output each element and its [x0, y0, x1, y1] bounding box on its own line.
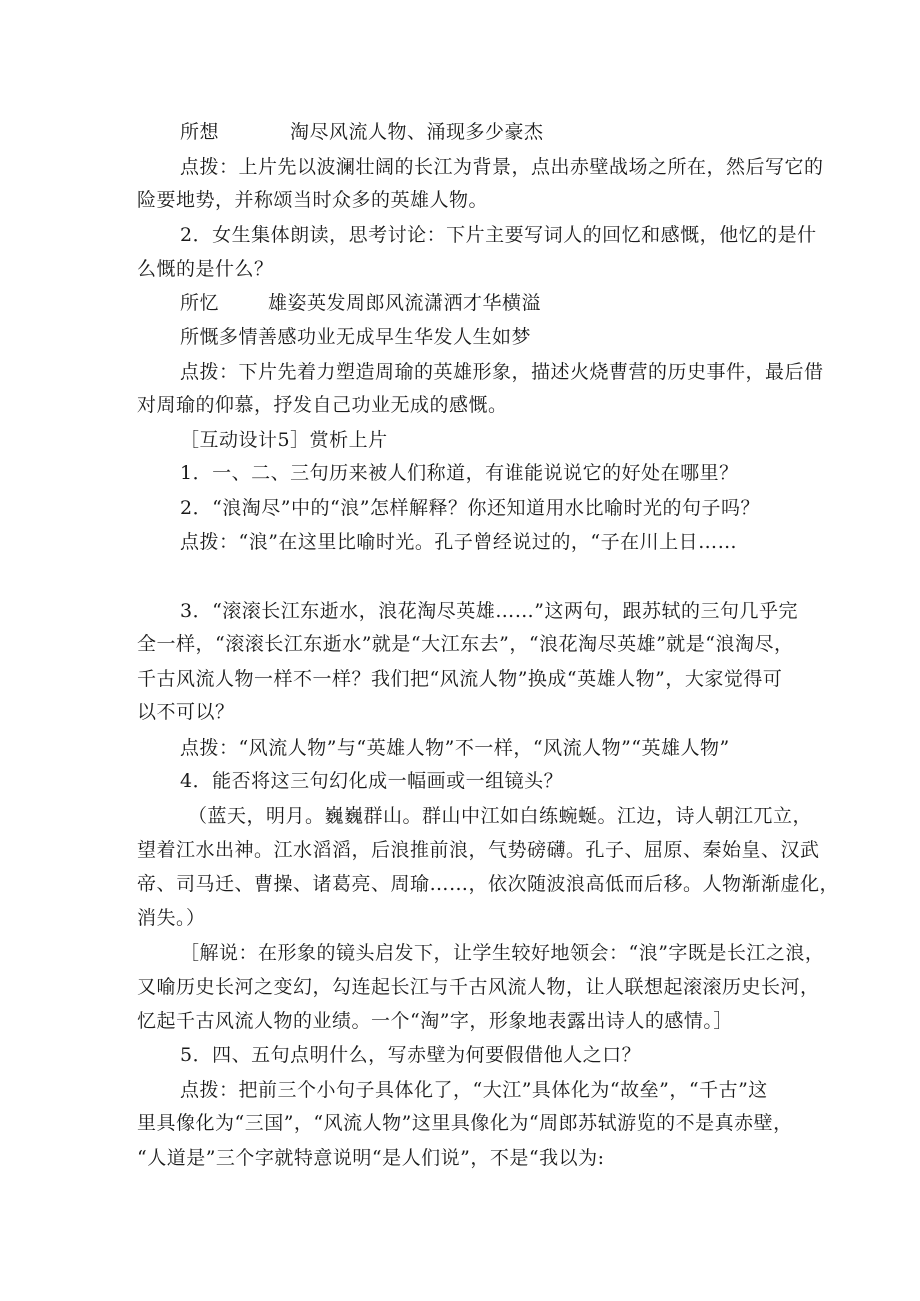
- text-line: 全一样，“滚滚长江东逝水”就是“大江东去”，“浪花淘尽英雄”就是“浪淘尽，: [137, 633, 794, 655]
- text-line: 点拨：下片先着力塑造周瑜的英雄形象，描述火烧曹营的历史事件，最后借: [180, 361, 824, 383]
- text-line: 点拨：“风流人物”与“英雄人物”不一样，“风流人物”“英雄人物”: [180, 737, 730, 759]
- line-text: 雄姿英发周郎风流潇洒才华横溢: [268, 292, 542, 314]
- text-line: 么慨的是什么？: [137, 258, 274, 280]
- text-line: 对周瑜的仰慕，抒发自己功业无成的感慨。: [137, 394, 508, 416]
- question-5: 5．四、五句点明什么，写赤壁为何要假借他人之口？: [180, 1044, 642, 1066]
- text-line: 2．女生集体朗读，思考讨论：下片主要写词人的回忆和感慨，他忆的是什: [180, 224, 817, 246]
- question-4: 4．能否将这三句幻化成一幅画或一组镜头？: [180, 770, 564, 792]
- label-suoxiang: 所想: [180, 121, 220, 143]
- text-line: 点拨：“浪”在这里比喻时光。孔子曾经说过的，“子在川上日……: [180, 531, 738, 553]
- text-line: 点拨：上片先以波澜壮阔的长江为背景，点出赤壁战场之所在，然后写它的: [180, 156, 824, 178]
- question-2: 2．“浪淘尽”中的“浪”怎样解释？你还知道用水比喻时光的句子吗？: [180, 497, 760, 519]
- text-line: 千古风流人物一样不一样？我们把“风流人物”换成“英雄人物”，大家觉得可: [137, 668, 783, 690]
- text-line: 里具像化为“三国”，“风流人物”这里具像化为“周郎苏轼游览的不是真赤壁，: [137, 1112, 793, 1134]
- text-line: [180, 120, 544, 144]
- text-line: 消失。）: [137, 907, 206, 929]
- text-line: 以不可以？: [137, 701, 235, 723]
- text-line: 望着江水出神。江水滔滔，后浪推前浪，气势磅礴。孔子、屈原、秦始皇、汉武: [137, 839, 820, 861]
- question-3: 3．“滚滚长江东逝水，浪花淘尽英雄……”这两句，跟苏轼的三句几乎完: [180, 600, 799, 622]
- text-line: 险要地势，并称颂当时众多的英雄人物。: [137, 189, 489, 211]
- label-suoyi: 所忆: [180, 292, 220, 314]
- text-line: “人道是”三个字就特意说明“是人们说”，不是“我以为:: [137, 1147, 605, 1169]
- question-1: 1．一、二、三句历来被人们称道，有谁能说说它的好处在哪里？: [180, 462, 739, 484]
- text-line: （蓝天，明月。巍巍群山。群山中江如白练蜿蜒。江边，诗人朝江兀立，: [188, 805, 813, 827]
- text-line: 又喻历史长河之变幻，勾连起长江与千古风流人物，让人联想起滚滚历史长河，: [137, 976, 820, 998]
- text-line: 点拨：把前三个小句子具体化了，“大江”具体化为“故垒”，“千古”这: [180, 1079, 768, 1101]
- text-line: ［解说：在形象的镜头启发下，让学生较好地领会：“浪”字既是长江之浪，: [180, 942, 825, 964]
- text-line: 帝、司马迁、曹操、诸葛亮、周瑜……，依次随波浪高低而后移。人物渐渐虚化，: [137, 873, 840, 895]
- text-line: 忆起千古风流人物的业绩。一个“淘”字，形象地表露出诗人的感情。］: [137, 1010, 733, 1032]
- text-line: [180, 291, 541, 315]
- text-line: 所慨多情善感功业无成早生华发人生如梦: [180, 326, 532, 348]
- section-heading: ［互动设计5］赏析上片: [180, 429, 388, 451]
- line-text: 淘尽风流人物、涌现多少豪杰: [290, 121, 544, 143]
